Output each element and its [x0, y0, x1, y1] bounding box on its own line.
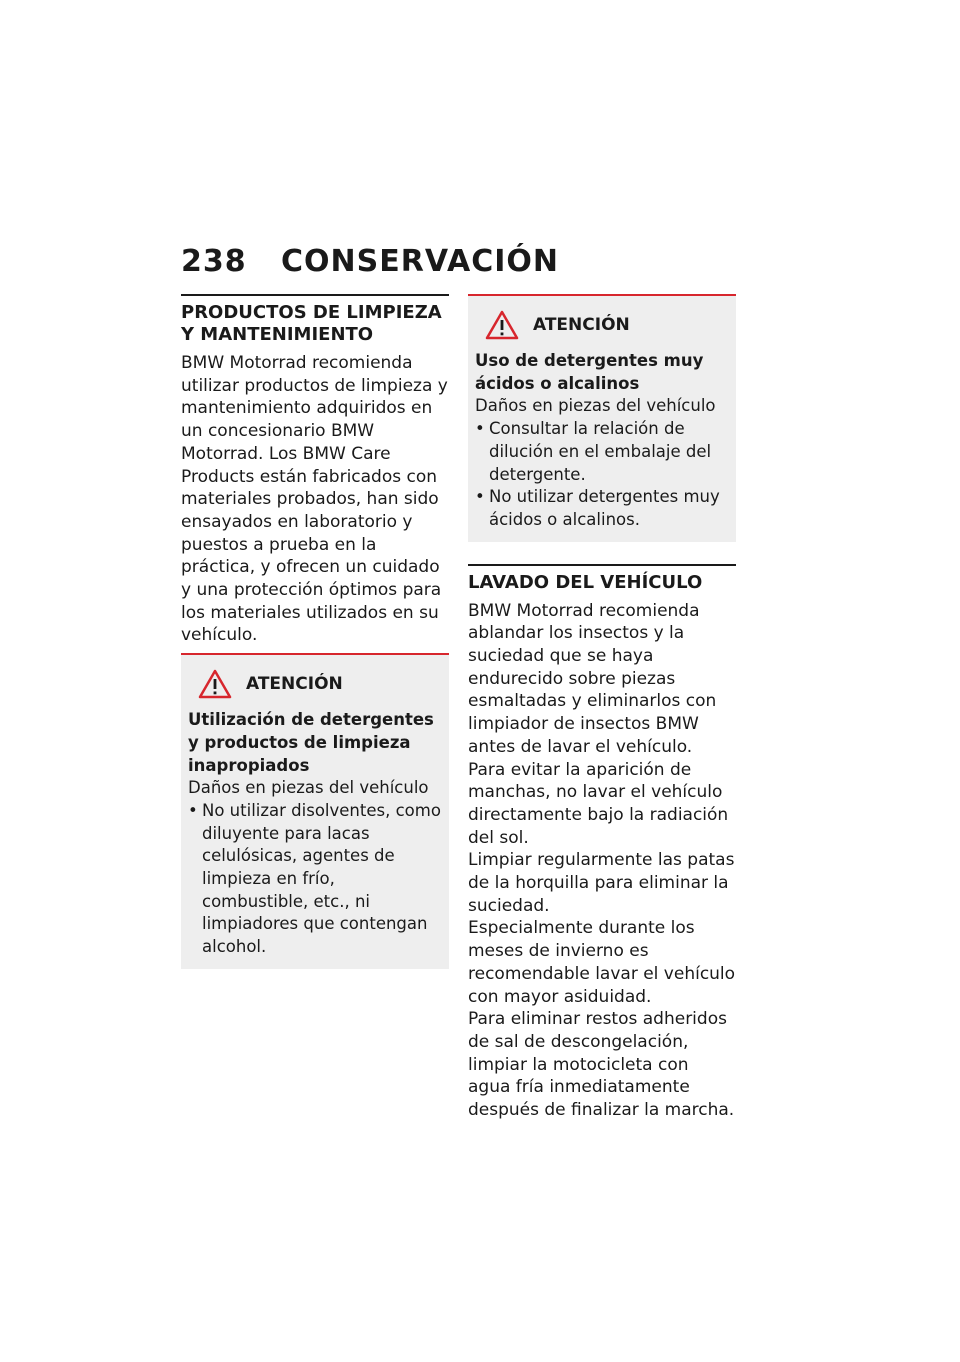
warning-consequence: Daños en piezas del vehículo — [188, 778, 429, 798]
cleaning-products-paragraph: BMW Motorrad recomienda utilizar productos de limpieza y mantenimiento adquiridos en un concesionario BMW Motorrad. Los BMW Care Products están fabricados con materiales probados, han sido ensayados en laboratorio y puestos a prueba en la práctica, y ofrecen un cuidado y una protección óptimos para los materiales utilizados en su vehículo. — [181, 353, 448, 646]
warning-triangle-icon — [198, 669, 232, 699]
page-number: 238 — [181, 244, 247, 279]
section-heading-vehicle-washing: LAVADO DEL VEHÍCULO — [468, 564, 736, 594]
warning-bullet: • No utilizar detergentes muy ácidos o alcalinos. — [475, 486, 729, 531]
washing-paragraph: Limpiar regularmente las patas de la horquilla para eliminar la suciedad. — [468, 850, 735, 916]
washing-paragraph: Especialmente durante los meses de invierno es recomendable lavar el vehículo con mayor asiduidad. — [468, 918, 736, 1007]
page-header — [181, 244, 741, 284]
vehicle-washing-text — [468, 600, 736, 1122]
warning-box-acidic-detergents — [468, 294, 736, 542]
warning-title: ATENCIÓN — [246, 674, 343, 695]
warning-consequence: Daños en piezas del vehículo — [475, 396, 716, 416]
warning-subtitle: Uso de detergentes muy ácidos o alcalinos — [475, 351, 704, 393]
chapter-title: CONSERVACIÓN — [281, 244, 560, 279]
warning-bullet: • No utilizar disolventes, como diluyente para lacas celulósicas, agentes de limpieza en frío, combustible, etc., ni limpiadores que contengan alcohol. — [188, 800, 442, 959]
section-heading-cleaning-products: PRODUCTOS DE LIMPIEZA Y MANTENIMIENTO — [181, 294, 449, 346]
right-column — [468, 294, 736, 1122]
warning-box-detergents — [181, 653, 449, 969]
warning-bullet: • Consultar la relación de dilución en el embalaje del detergente. — [475, 418, 729, 486]
warning-triangle-icon — [485, 310, 519, 340]
washing-paragraph: Para evitar la aparición de manchas, no lavar el vehículo directamente bajo la radiación del sol. — [468, 759, 729, 848]
warning-header — [475, 310, 729, 340]
washing-paragraph: BMW Motorrad recomienda ablandar los insectos y la suciedad que se haya endurecido sobre piezas esmaltadas y eliminarlos con limpiador de insectos BMW antes de lavar el vehículo. — [468, 600, 717, 757]
warning-bullet-list — [475, 418, 729, 532]
warning-title: ATENCIÓN — [533, 315, 630, 335]
warning-header — [188, 669, 442, 699]
warning-subtitle: Utilización de detergentes y productos de limpieza inapropiados — [188, 710, 434, 775]
left-column — [181, 294, 449, 969]
washing-paragraph: Para eliminar restos adheridos de sal de descongelación, limpiar la motocicleta con agua fría inmediatamente después de finalizar la marcha. — [468, 1009, 735, 1121]
warning-bullet-list — [188, 800, 442, 959]
